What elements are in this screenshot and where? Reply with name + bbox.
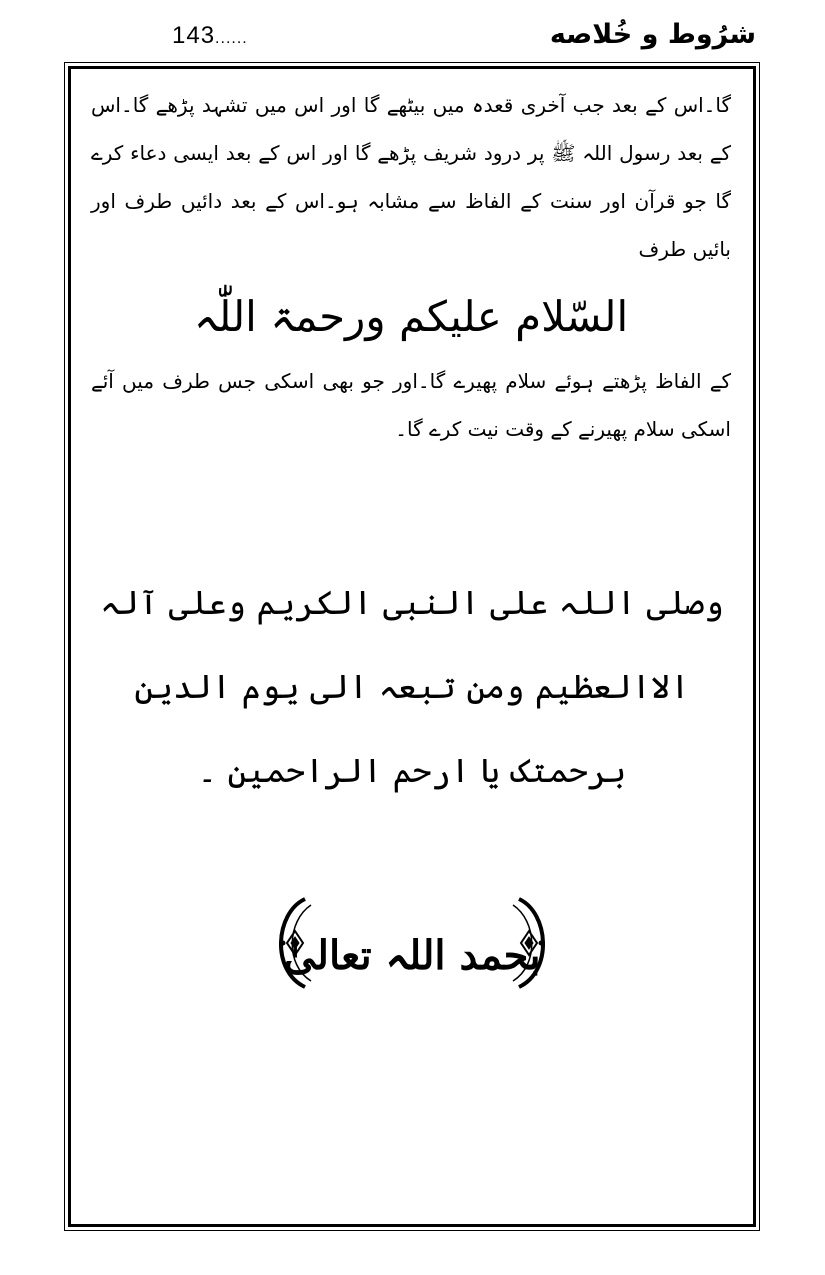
paragraph-2: کے الفاظ پڑھتے ہوئے سلام پھیرے گا۔اور جو بھی اسکی جس طرف میں آئے اسکی سلام پھیرنے کے وقت نیت کرے گا۔	[91, 369, 731, 441]
paragraph-1: گا۔اس کے بعد جب آخری قعدہ میں بیٹھے گا اور اس میں تشہد پڑھے گا۔اس کے بعد رسول اللہ ﷺ پر درود شریف پڑھے گا اور اس کے بعد ایسی دعاء کرے گا جو قرآن اور سنت کے الفاظ سے مشابہ ہو۔اس کے بعد دائیں طرف اور بائیں طرف	[91, 93, 731, 261]
closing-prayer: وصلی اللہ علی النبی الکریم وعلی آلہ الاالعظیم ومن تبعہ الی یوم الدین برحمتک یا ارحم الراحمین ۔	[100, 583, 724, 790]
closing-emblem	[71, 887, 753, 1007]
page-number	[172, 22, 248, 53]
salutation-calligraphy: السّلام علیکم ورحمۃ اللّٰہ	[193, 292, 629, 341]
page-frame	[68, 66, 756, 1227]
page-number-dots: ......	[215, 30, 248, 47]
calligraphy-text: بحمد اللہ تعالیٰ	[283, 932, 541, 979]
book-title: شرُوط و خُلاصه	[549, 19, 756, 50]
main-content	[91, 81, 731, 453]
page-header	[68, 14, 760, 58]
page-number-value: 143	[172, 22, 216, 49]
calligraphy-ornament-icon	[267, 887, 557, 997]
